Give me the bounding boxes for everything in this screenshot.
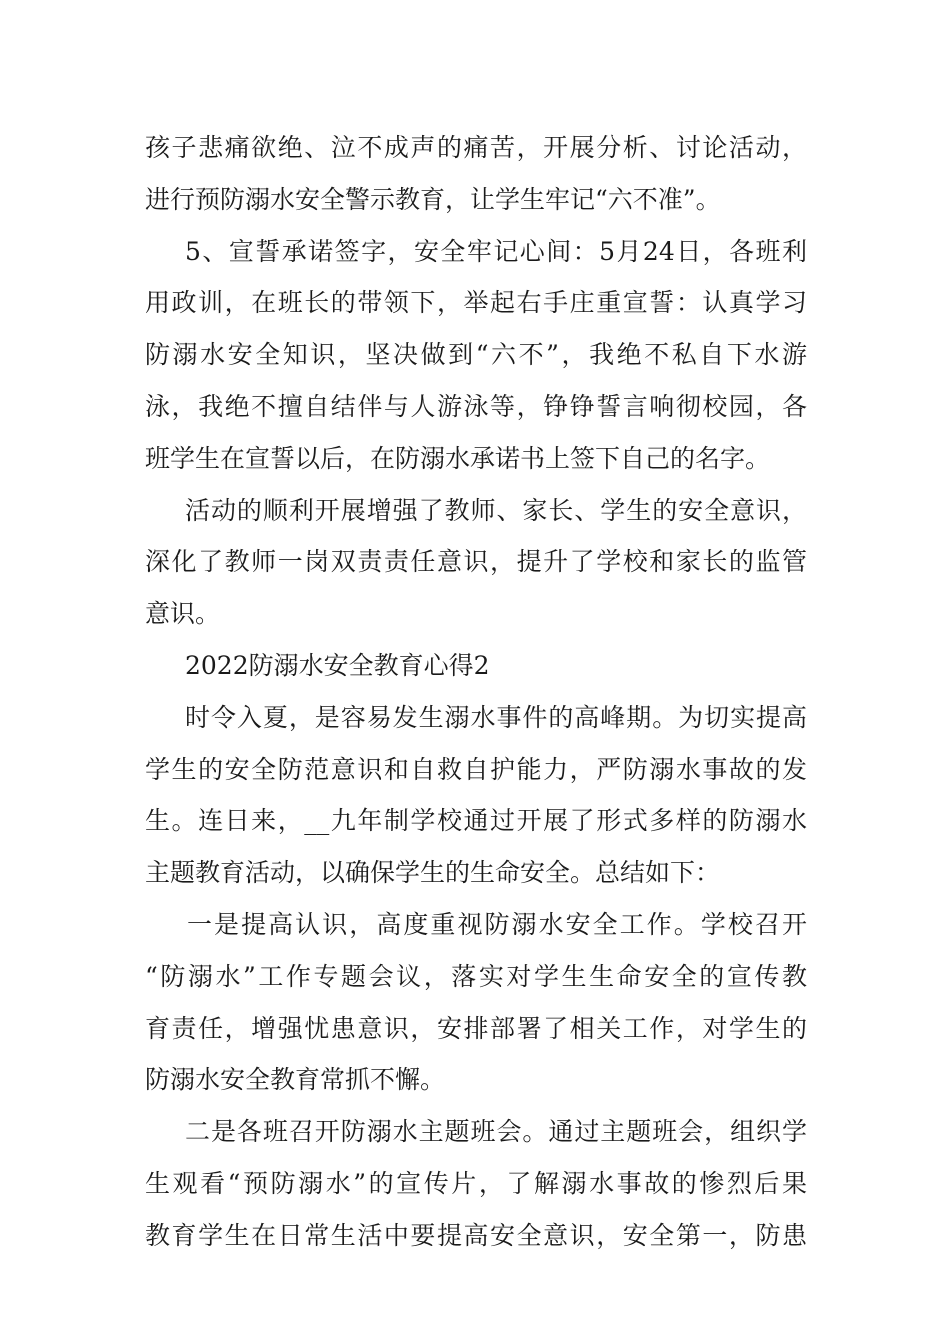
text-line: 进行预防溺水安全警示教育，让学生牢记“六不准”。 — [145, 184, 721, 214]
text-line: “防溺水”工作专题会议，落实对学生生命安全的宣传教 — [145, 961, 807, 991]
text-line: 主题教育活动，以确保学生的生命安全。总结如下： — [145, 858, 721, 888]
text-line: 一是提高认识，高度重视防溺水安全工作。学校召开 — [187, 909, 807, 939]
text-line: 防溺水安全知识，坚决做到“六不”，我绝不私自下水游 — [145, 340, 807, 370]
text-line: 用政训，在班长的带领下，举起右手庄重宣誓：认真学习 — [145, 288, 807, 318]
text-line: 学生的安全防范意识和自救自护能力，严防溺水事故的发 — [145, 754, 807, 784]
text-line: 孩子悲痛欲绝、泣不成声的痛苦，开展分析、讨论活动， — [145, 133, 807, 162]
text-line: 深化了教师一岗双责责任意识，提升了学校和家长的监管 — [145, 547, 807, 577]
text-line: 二是各班召开防溺水主题班会。通过主题班会，组织学 — [185, 1117, 807, 1147]
section-heading: 2022防溺水安全教育心得2 — [185, 650, 490, 680]
text-line: 活动的顺利开展增强了教师、家长、学生的安全意识， — [185, 495, 807, 525]
text-line: 防溺水安全教育常抓不懈。 — [145, 1065, 446, 1095]
text-line: 育责任，增强忧患意识，安排部署了相关工作，对学生的 — [145, 1013, 807, 1043]
text-line: 生。连日来，__九年制学校通过开展了形式多样的防溺水 — [145, 806, 807, 836]
text-line: 生观看“预防溺水”的宣传片，了解溺水事故的惨烈后果 — [145, 1168, 807, 1198]
text-line: 时令入夏，是容易发生溺水事件的高峰期。为切实提高 — [185, 702, 807, 732]
text-line: 意识。 — [145, 599, 221, 629]
text-line: 泳，我绝不擅自结伴与人游泳等，铮铮誓言响彻校园，各 — [145, 391, 807, 421]
document-page — [145, 122, 807, 1262]
text-line: 班学生在宣誓以后，在防溺水承诺书上签下自己的名字。 — [145, 443, 771, 473]
text-line: 教育学生在日常生活中要提高安全意识，安全第一，防患 — [145, 1220, 807, 1250]
text-line: 5、宣誓承诺签字，安全牢记心间：5月24日，各班利 — [185, 236, 807, 266]
